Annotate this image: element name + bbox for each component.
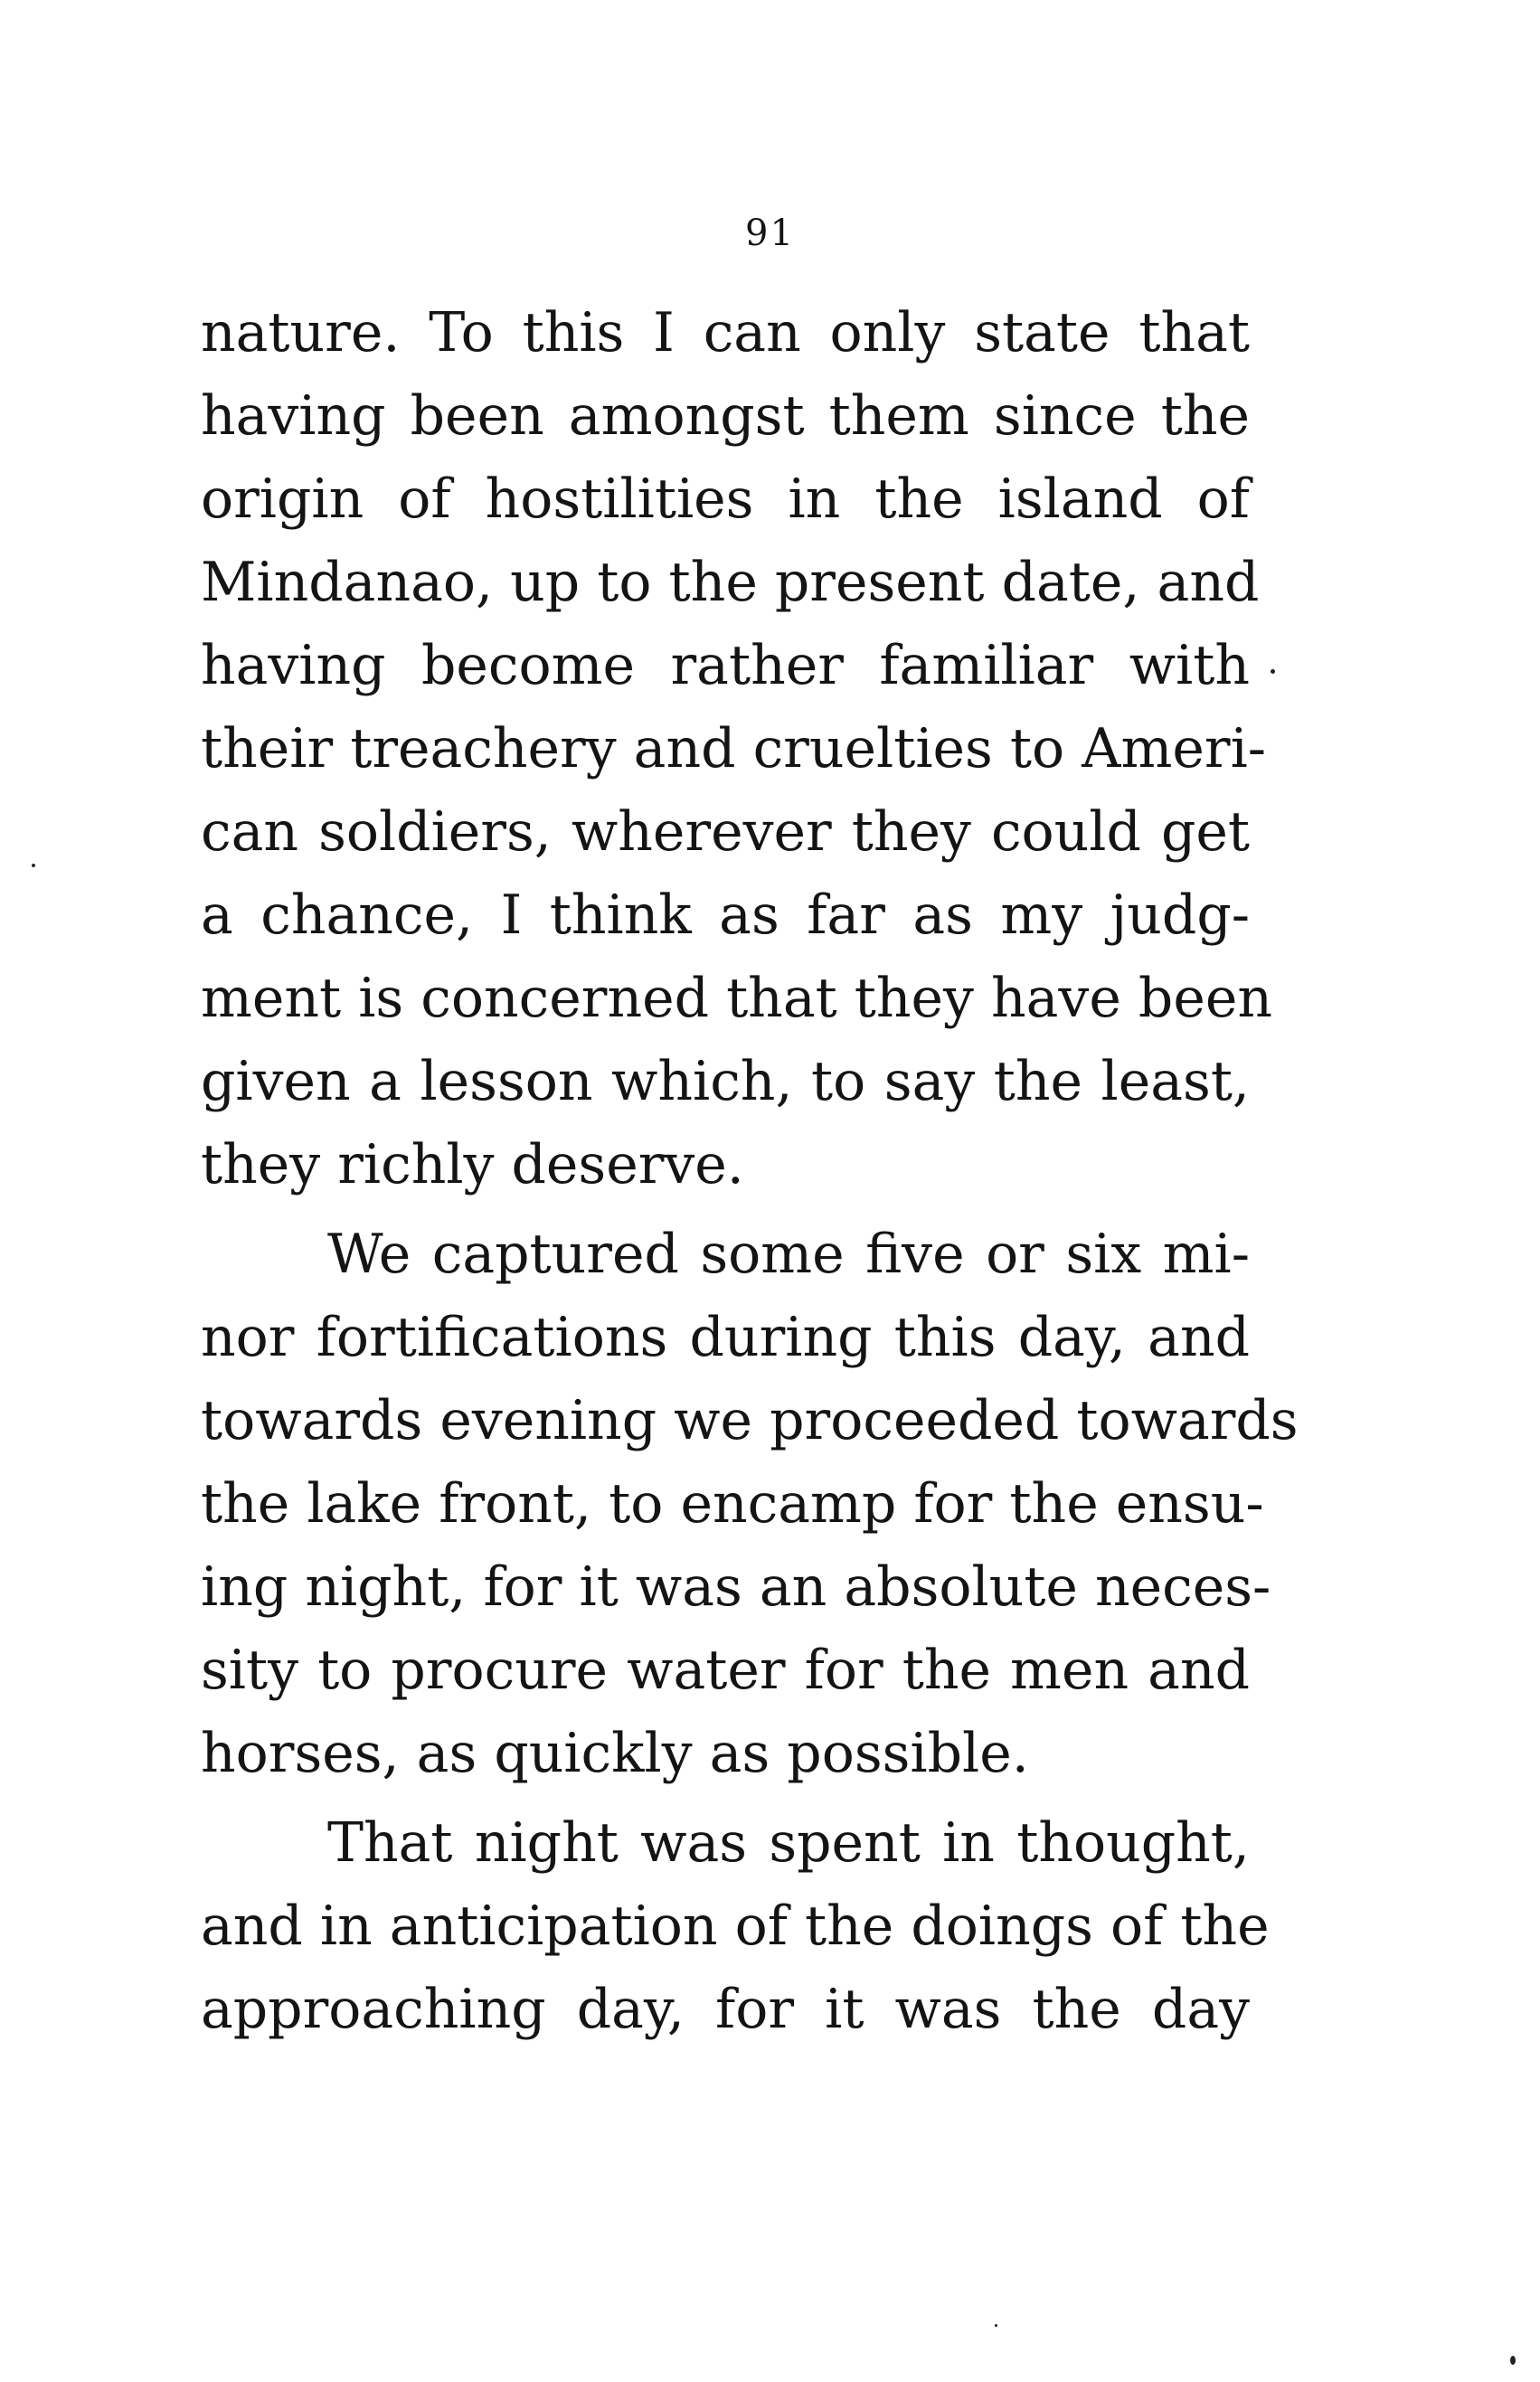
text-line: horses, as quickly as possible. bbox=[201, 1722, 1029, 1785]
ink-speck bbox=[1271, 669, 1275, 674]
ink-speck bbox=[995, 2324, 997, 2327]
text-line: their treachery and cruelties to Ameri- bbox=[201, 717, 1267, 780]
page-number: 91 bbox=[745, 213, 795, 254]
text-line: Mindanao, up to the present date, and bbox=[201, 551, 1260, 614]
text-line: That night was spent in thought, bbox=[327, 1811, 1250, 1875]
paragraph-1 bbox=[201, 291, 1272, 1206]
text-line: having become rather familiar with bbox=[201, 634, 1250, 697]
paragraph-spacer bbox=[201, 1795, 1250, 1801]
text-line: approaching day, for it was the day bbox=[201, 1978, 1250, 2041]
text-line: ment is concerned that they have been bbox=[201, 967, 1272, 1030]
paragraph-3 bbox=[201, 1801, 1270, 2051]
ink-speck bbox=[1510, 2356, 1516, 2365]
text-line: nor fortifications during this day, and bbox=[201, 1306, 1250, 1369]
text-line: towards evening we proceeded towards bbox=[201, 1389, 1299, 1452]
text-line: a chance, I think as far as my judg- bbox=[201, 884, 1250, 947]
text-line: sity to procure water for the men and bbox=[201, 1639, 1250, 1702]
text-line: nature. To this I can only state that bbox=[201, 301, 1250, 364]
text-line: and in anticipation of the doings of the bbox=[201, 1895, 1270, 1958]
ink-speck bbox=[32, 864, 35, 867]
text-line: can soldiers, wherever they could get bbox=[201, 800, 1250, 864]
text-line: We captured some five or six mi- bbox=[327, 1223, 1250, 1286]
paragraph-2 bbox=[201, 1213, 1299, 1795]
text-line: given a lesson which, to say the least, bbox=[201, 1050, 1250, 1113]
body-text bbox=[201, 291, 1299, 2051]
text-line: origin of hostilities in the island of bbox=[201, 468, 1250, 531]
text-line: the lake front, to encamp for the ensu- bbox=[201, 1472, 1264, 1536]
text-line: ing night, for it was an absolute neces- bbox=[201, 1555, 1271, 1619]
paragraph-spacer bbox=[201, 1206, 1250, 1213]
text-line: having been amongst them since the bbox=[201, 384, 1250, 448]
text-line: they richly deserve. bbox=[201, 1133, 744, 1196]
